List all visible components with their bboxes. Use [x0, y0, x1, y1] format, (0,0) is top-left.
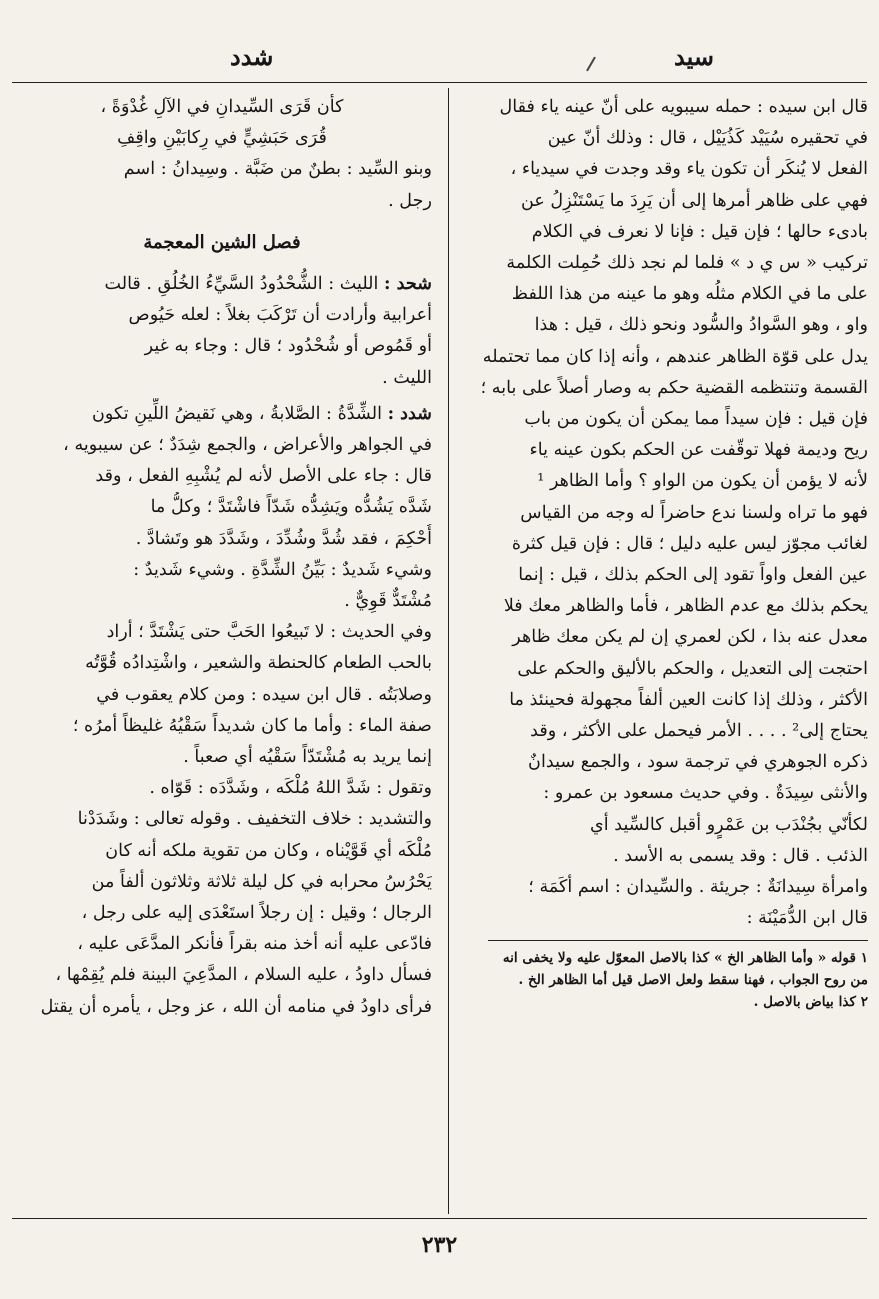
text-line: فسأل داودُ ، عليه السلام ، المدَّعِيَ البينة فلم يُقِمْها ، — [55, 965, 432, 986]
text-line: معدل عنه بذا ، لكن لعمري إن لم يكن معك ظاهر — [512, 627, 868, 648]
section-title: فصل الشين المعجمة — [143, 231, 301, 253]
entry-headword: شحد : — [384, 273, 432, 295]
text-line: شَدَّه يَشُدُّه ويَشِدُّه شَدّاً فاشْتَدَّ ؛ وكلُّ ما — [150, 497, 432, 518]
entry-shadd — [12, 398, 432, 1023]
text-line: مُلْكَه أي قَوَّيْناه ، وكان من تقوية ملكه أنه كان — [105, 840, 432, 861]
text-line: القسمة وتنتظمه القضية حكم به وصار أصلاً على بابه ؛ — [480, 377, 868, 398]
text-line: الشِّدَّةُ : الصَّلابةُ ، وهي نَقيضُ اللِّينِ تكون — [91, 403, 388, 424]
text-line: قال : جاء على الأصل لأنه لم يُشْبِهِ الفعل ، وقد — [95, 466, 432, 487]
text-line: الرجال ؛ وقيل : إن رجلاً استَعْدَى إليه على رجل ، — [81, 903, 432, 924]
text-line: ذكره الجوهري في ترجمة سود ، والجمع سيدانٌ — [528, 752, 868, 773]
header-right-headword: سيد — [674, 42, 714, 71]
text-line: وبنو السِّيد : بطنٌ من ضَبَّة . وسِيدانُ : اسم — [123, 159, 432, 180]
footnotes — [458, 947, 868, 1013]
poem-line: كأن قَرَى السِّيدانِ في الآلِ غُدْوَةً ، — [100, 97, 344, 117]
text-line: لغائب مجوّز ليس عليه دليل ؛ قال : فإن قيل كثرة — [511, 533, 868, 554]
header-left-headword: شدد — [230, 42, 274, 71]
text-line: فادّعى عليه أنه أخذ منه بقراً فأنكر المدَّعَى عليه ، — [77, 934, 432, 955]
right-column — [458, 92, 868, 1013]
text-line: لأنه لا يؤمن أن يكون من الواو ؟ وأما الظاهر ¹ — [537, 471, 868, 492]
text-line: والأنثى سِيدَةٌ . وفي حديث مسعود بن عمرو : — [543, 783, 868, 804]
footnote-divider — [488, 940, 868, 941]
text-line: وامرأة سِيدانَةٌ : جريئة . والسِّيدان : اسم أكَمَة ؛ — [528, 877, 868, 898]
text-line: الذئب . قال : وقد يسمى به الأسد . — [613, 845, 868, 866]
poem-verse — [12, 92, 432, 154]
text-line: بالحب الطعام كالحنطة والشعير ، واشْتِدادُه قُوَّتُه — [85, 653, 432, 674]
text-line: يَحْرُسُ محرابه في كل ليلة ثلاثة وثلاثون ألفاً من — [91, 871, 432, 892]
text-line: الليث : الشُّحْدُودُ السَّيِّءُ الخُلُقِ . قالت — [104, 274, 385, 295]
entry-headword: شدد : — [387, 402, 432, 424]
text-line: الأكثر ، وذلك إذا كانت العين ألفاً مجهولة فحينئذ ما — [509, 689, 868, 710]
footnote-line: ١ قوله « وأما الظاهر الخ » كذا بالاصل المعوّل عليه ولا يخفى انه — [502, 950, 868, 967]
text-line: يحكم بذلك مع عدم الظاهر ، فأما والظاهر معك فلا — [503, 596, 868, 617]
footnote-line: ٢ كذا بياض بالاصل . — [753, 994, 868, 1011]
text-line: فرأى داودُ في منامه أن الله ، عز وجل ، يأمره أن يقتل — [40, 996, 432, 1017]
text-line: وتقول : شَدَّ اللهُ مُلْكَه ، وشَدَّدَه : قَوّاه . — [149, 778, 432, 799]
text-line: قال ابن الدُّمَيْنَة : — [746, 908, 868, 929]
text-line: يحتاج إلى² . . . . الأمر فيحمل على الأكثر ، وقد — [530, 721, 868, 742]
right-column-text — [458, 92, 868, 934]
text-line: وشيء شَديدٌ : بَيِّنُ الشِّدَّةِ . وشيء شَديدٌ : — [133, 559, 432, 580]
text-line: لكأنّي بجُنْدَب بن عَمْرٍو أقبل كالسِّيد أي — [589, 814, 868, 835]
page-number: ٢٣٢ — [421, 1232, 458, 1258]
text-line: أُحْكِمَ ، فقد شُدَّ وشُدِّدَ ، وشَدَّدَ هو وتَشادَّ . — [135, 528, 432, 549]
footer-rule — [12, 1218, 867, 1219]
text-line: احتجت إلى التعديل ، والحكم بالأليق والحكم على — [517, 658, 868, 679]
text-line: الليث . — [382, 367, 432, 388]
text-line: في الجواهر والأعراض ، والجمع شِدَدٌ ؛ عن سيبويه ، — [63, 435, 432, 456]
text-line: تركيب « س ي د » فلما لم نجد ذلك حُمِلت الكلمة — [506, 253, 868, 274]
text-line: فهي على ظاهر أمرها إلى أن يَرِدَ ما يَسْتَنْزِلُ عن — [520, 190, 868, 211]
text-line: واو ، وهو السَّوادُ والسُّود ونحو ذلك ، قيل : هذا — [534, 315, 868, 336]
text-line: مُشْتَدٌّ قَوِيٌّ . — [344, 591, 432, 612]
text-line: فهو ما تراه ولسنا ندع حاضراً له وجه من القياس — [520, 502, 868, 523]
text-line: إنما يريد به مُشْتَدّاً سَقْيُه أي صعباً . — [183, 747, 432, 768]
text-line: الفعل لا يُنكَر أن تكون ياء وقد وجدت في سيدياء ، — [510, 159, 868, 180]
text-line: قال ابن سيده : حمله سيبويه على أنّ عينه ياء فقال — [499, 97, 868, 117]
text-line: صفة الماء : وأما ما كان شديداً سَقْيُهُ غليظاً أمرُه ؛ — [72, 715, 432, 736]
text-line: رجل . — [388, 190, 432, 211]
text-line: والتشديد : خلاف التخفيف . وقوله تعالى : وشَدَدْنا — [77, 809, 432, 830]
footnote-line: من روح الجواب ، فهنا سقط ولعل الاصل قيل أما الظاهر الخ . — [518, 972, 868, 989]
poem-line: قُرَى حَبَشِيٍّ في رِكابَيْنِ واقِفِ — [117, 128, 327, 149]
entry-shahd — [12, 268, 432, 394]
text-line: أعرابية وأرادت أن تَرْكَبَ بغلاً : لعله حَيُوص — [128, 305, 432, 326]
text-line: يدل على قوّة الظاهر عندهم ، وأنه إذا كان مما تحتمله — [482, 346, 868, 367]
header-rule — [12, 82, 867, 83]
left-column — [12, 92, 432, 1023]
text-line: على ما في الكلام مثلُه وهو ما عينه من هذا اللفظ — [511, 284, 868, 305]
text-line: فإن قيل : فإن سيداً مما يمكن أن يكون من باب — [524, 409, 868, 430]
text-line: بادىء حالها ؛ فإن قيل : فإنا لا نعرف في الكلام — [531, 221, 868, 242]
pencil-mark-icon — [586, 57, 596, 72]
text-line: ريح وديمة فهلا توقّفت عن الحكم بكون عينه ياء — [529, 440, 868, 461]
text-line: وفي الحديث : لا تَبيعُوا الحَبَّ حتى يَشْتَدَّ ؛ أراد — [106, 622, 432, 643]
text-line: أو قَمُوص أو شُحْدُود ؛ قال : وجاء به غير — [144, 336, 432, 357]
column-divider — [448, 88, 449, 1214]
text-line: وصلابَتُه . قال ابن سيده : ومن كلام يعقوب في — [96, 684, 432, 705]
text-line: عين الفعل واواً تقود إلى الحكم بذلك ، قيل : إنما — [518, 565, 868, 586]
text-line: في تحقيره سُيَيْد كَذُيَيْل ، قال : وذلك أنّ عين — [547, 128, 868, 149]
